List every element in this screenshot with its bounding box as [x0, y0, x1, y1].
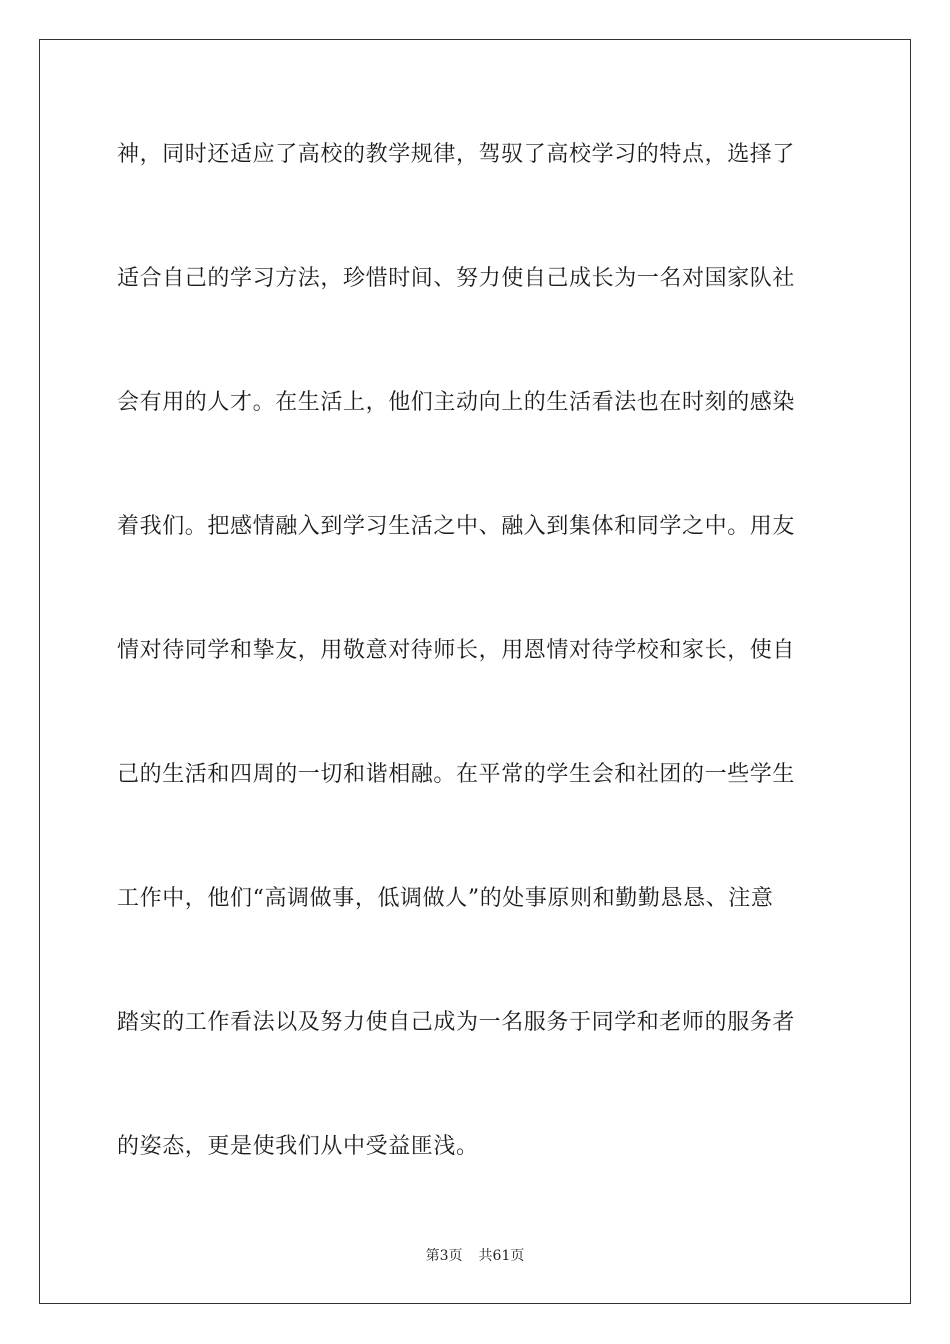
- text-line: 着我们。把感情融入到学习生活之中、融入到集体和同学之中。用友: [117, 514, 796, 539]
- text-line: 的姿态，更是使我们从中受益匪浅。: [117, 1134, 479, 1159]
- text-line: 会有用的人才。在生活上，他们主动向上的生活看法也在时刻的感染: [117, 390, 796, 415]
- text-line: 适合自己的学习方法，珍惜时间、努力使自己成长为一名对国家队社: [117, 266, 796, 291]
- text-line: 己的生活和四周的一切和谐相融。在平常的学生会和社团的一些学生: [117, 762, 796, 787]
- text-line: 神，同时还适应了高校的教学规律，驾驭了高校学习的特点，选择了: [117, 142, 796, 167]
- page-footer: [0, 1247, 950, 1265]
- document-body: [117, 124, 837, 1240]
- total-page-count: 共61页: [478, 1248, 525, 1264]
- text-line: 工作中，他们“高调做事，低调做人”的处事原则和勤勤恳恳、注意: [117, 886, 774, 911]
- current-page-number: 第3页: [425, 1248, 463, 1264]
- text-line: 踏实的工作看法以及努力使自己成为一名服务于同学和老师的服务者: [117, 1010, 796, 1035]
- text-line: 情对待同学和挚友，用敬意对待师长，用恩情对待学校和家长，使自: [117, 638, 796, 663]
